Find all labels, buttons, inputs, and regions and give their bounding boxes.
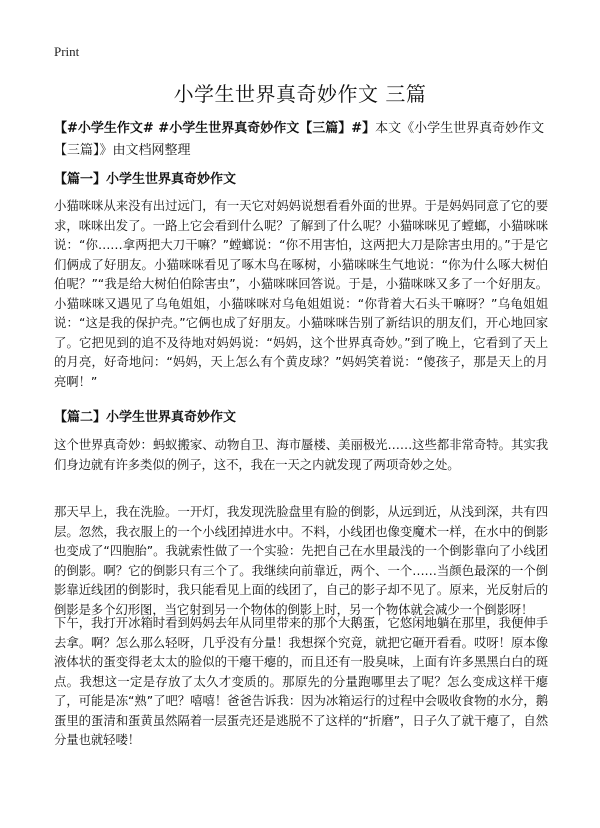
section-heading-1: 【篇一】小学生世界真奇妙作文 [54,172,237,187]
meta-description: 本文《小学生世界真奇妙作文【三篇】》由文档网整理 [54,121,545,158]
section-2-paragraph-1: 这个世界真奇妙：蚂蚁搬家、动物自卫、海市蜃楼、美丽极光……这些都非常奇特。其实我们身边就有许多类似的例子，这不，我在一天之内就发现了两项奇妙之处。 [54,437,548,472]
section-1-paragraph-1: 小猫咪咪从来没有出过远门，有一天它对妈妈说想看看外面的世界。于是妈妈同意了它的要求，咪咪出发了。一路上它会看到什么呢？了解到了什么呢？小猫咪咪见了螳螂，小猫咪咪说：“你……拿两把大刀干嘛？”螳螂说：“你不用害怕，这两把大刀是除害虫用的。”于是它们俩成了好朋友。小猫咪咪看见了啄木鸟在啄树，小猫咪咪生气地说：“你为什么啄大树伯伯呢？”“我是给大树伯伯除害虫”，小猫咪咪回答说。于是，小猫咪咪又多了一个好朋友。小猫咪咪又遇见了乌龟姐姐，小猫咪咪对乌龟姐姐说：“你背着大石头干嘛呀？”乌龟姐姐说：“这是我的保护壳。”它俩也成了好朋友。小猫咪咪告别了新结识的朋友们，开心地回家了。它把见到的追不及待地对妈妈说：“妈妈，这个世界真奇妙。”到了晚上，它看到了天上的月亮，好奇地问：“妈妈，天上怎么有个黄皮球？”妈妈笑着说：“傻孩子，那是天上的月亮啊！” [54,198,548,389]
section-heading-2: 【篇二】小学生世界真奇妙作文 [54,410,237,425]
document-meta [54,118,548,162]
section-2-paragraph-3: 下午，我打开冰箱时看到妈妈去年从同里带来的那个大鹅蛋，它悠闲地躺在那里，我便伸手去拿。啊？怎么那么轻呀，几乎没有分量！我想探个究竟，就把它砸开看看。哎呀！原本像液体状的蛋变得老太太的脸似的干瘪干瘪的，而且还有一股臭味，上面有许多黑黑白白的斑点。我想这一定是存放了太久才变质的。那原先的分量跑哪里去了呢？怎么变成这样干瘪了，可能是冻“熟”了吧？嘻嘻！爸爸告诉我：因为冰箱运行的过程中会吸收食物的水分，鹅蛋里的蛋清和蛋黄虽然隔着一层蛋壳还是逃脱不了这样的“折磨”，日子久了就干瘪了，自然分量也就轻喽！ [54,615,548,747]
meta-tags: 【#小学生作文# #小学生世界真奇妙作文【三篇】#】 [54,121,376,136]
section-2-paragraph-2: 那天早上，我在洗脸。一开灯，我发现洗脸盘里有脸的倒影，从远到近，从浅到深，共有四层。忽然，我衣服上的一个小线团掉进水中。不料，小线团也像变魔术一样，在水中的倒影也变成了“四胞胎”。我就索性做了一个实验：先把自己在水里最浅的一个倒影靠向了小线团的倒影。啊？它的倒影只有三个了。我继续向前靠近，两个、一个……当颜色最深的一个倒影靠近线团的倒影时，我只能看见上面的线团了，自己的影子却不见了。原来，光反射后的倒影是多个幻形图，当它射到另一个物体的倒影上时，另一个物体就会减少一个倒影呀！ [54,504,548,617]
print-label: Print [54,44,80,59]
page-title: 小学生世界真奇妙作文 三篇 [173,82,427,106]
